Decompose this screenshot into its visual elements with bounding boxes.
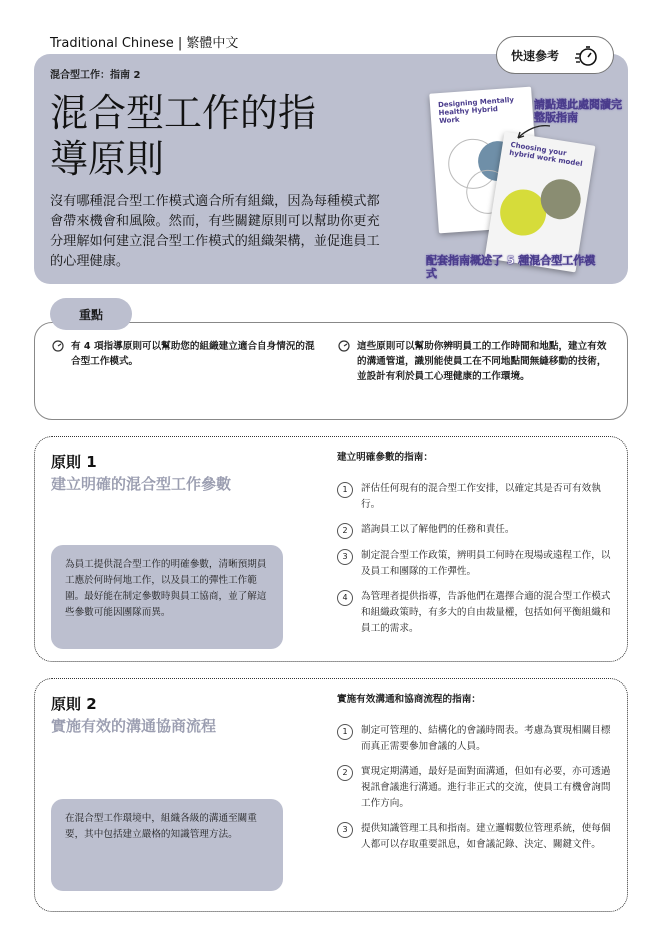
series-label: 混合型工作：指南 2: [50, 70, 141, 81]
step-number: 1: [337, 482, 353, 498]
guide-steps: [337, 723, 617, 862]
principle-title: 實施有效的溝通協商流程: [51, 717, 217, 735]
cover-title: Choosing your hybrid work model: [508, 140, 584, 169]
guide-heading: 建立明確參數的指南：: [337, 452, 433, 463]
key-points-box: [34, 322, 628, 420]
list-item: [337, 764, 617, 812]
stopwatch-icon: [575, 44, 599, 68]
guide-heading: 實施有效溝通和協商流程的指南：: [337, 694, 481, 705]
step-text: 為管理者提供指導，告訴他們在選擇合適的混合型工作模式和組織政策時，有多大的自由裁量權，包括如何平衡組織和員工的需求。: [361, 591, 611, 634]
step-number: 4: [337, 590, 353, 606]
key-points-tab: 重點: [50, 298, 132, 330]
principle-2-section: [34, 678, 628, 912]
intro-paragraph: 沒有哪種混合型工作模式適合所有組織，因為每種模式都會帶來機會和風險。然而，有些關鍵原則可以幫助你更充分理解如何建立混合型工作模式的組織架構，並促進員工的心理健康。: [50, 194, 380, 269]
key-point: [51, 339, 319, 369]
step-text: 提供知識管理工具和指南。建立邏輯數位管理系統，使每個人都可以存取重要訊息，如會議記錄、決定、關鍵文件。: [361, 823, 611, 850]
quick-reference-badge: [496, 36, 614, 74]
step-number: 1: [337, 724, 353, 740]
list-item: [337, 589, 617, 637]
principle-number: 原則 2: [51, 695, 97, 713]
cover-title: Designing Mentally Healthy Hybrid Work: [437, 95, 515, 126]
page-title: 混合型工作的指導原則: [50, 91, 317, 181]
compass-icon: [51, 340, 65, 352]
step-text: 制定可管理的、結構化的會議時間表。考慮為實現相關目標而真正需要參加會議的人員。: [361, 725, 611, 752]
principle-summary-card: 為員工提供混合型工作的明確參數，清晰預期員工應於何時何地工作，以及員工的彈性工作範圍。最好能在制定參數時與員工協商，並了解這些參數可能因團隊而異。: [51, 545, 283, 649]
companion-guide-cover: [485, 132, 596, 273]
key-point-text: 有 4 項指導原則可以幫助您的組織建立適合自身情況的混合型工作模式。: [71, 341, 315, 367]
principle-title: 建立明確的混合型工作參數: [51, 475, 232, 493]
principle-number: 原則 1: [51, 453, 97, 471]
list-item: [337, 723, 617, 755]
guide-steps: [337, 481, 617, 646]
key-point-text: 這些原則可以幫助你辨明員工的工作時間和地點，建立有效的溝通管道，識別能使員工在不同地點間無縫移動的技術，並設計有利於員工心理健康的工作環境。: [357, 341, 607, 382]
compass-icon: [337, 340, 351, 352]
key-point: [337, 339, 613, 384]
full-guide-callout[interactable]: 請點選此處閱讀完整版指南: [534, 98, 622, 124]
step-text: 實現定期溝通，最好是面對面溝通，但如有必要，亦可透過視訊會議進行溝通。進行非正式的交流，使員工有機會詢問工作方向。: [361, 766, 611, 809]
list-item: [337, 522, 617, 539]
principle-summary-card: 在混合型工作環境中，組織各級的溝通至關重要，其中包括建立嚴格的知識管理方法。: [51, 799, 283, 891]
list-item: [337, 481, 617, 513]
step-number: 2: [337, 765, 353, 781]
quick-reference-label: 快速參考: [511, 48, 560, 63]
step-text: 評估任何現有的混合型工作安排，以確定其是否可有效執行。: [361, 483, 601, 510]
list-item: [337, 548, 617, 580]
step-text: 諮詢員工以了解他們的任務和責任。: [361, 524, 515, 535]
list-item: [337, 821, 617, 853]
step-text: 制定混合型工作政策，辨明員工何時在現場或遠程工作，以及員工和團隊的工作彈性。: [361, 550, 611, 577]
step-number: 2: [337, 523, 353, 539]
principle-1-section: [34, 436, 628, 662]
step-number: 3: [337, 549, 353, 565]
step-number: 3: [337, 822, 353, 838]
arrow-icon: [512, 122, 552, 144]
companion-guide-callout: 配套指南概述了 5 種混合型工作模式: [426, 254, 596, 280]
hero-panel: [34, 54, 628, 284]
language-label: Traditional Chinese | 繁體中文: [50, 36, 239, 51]
